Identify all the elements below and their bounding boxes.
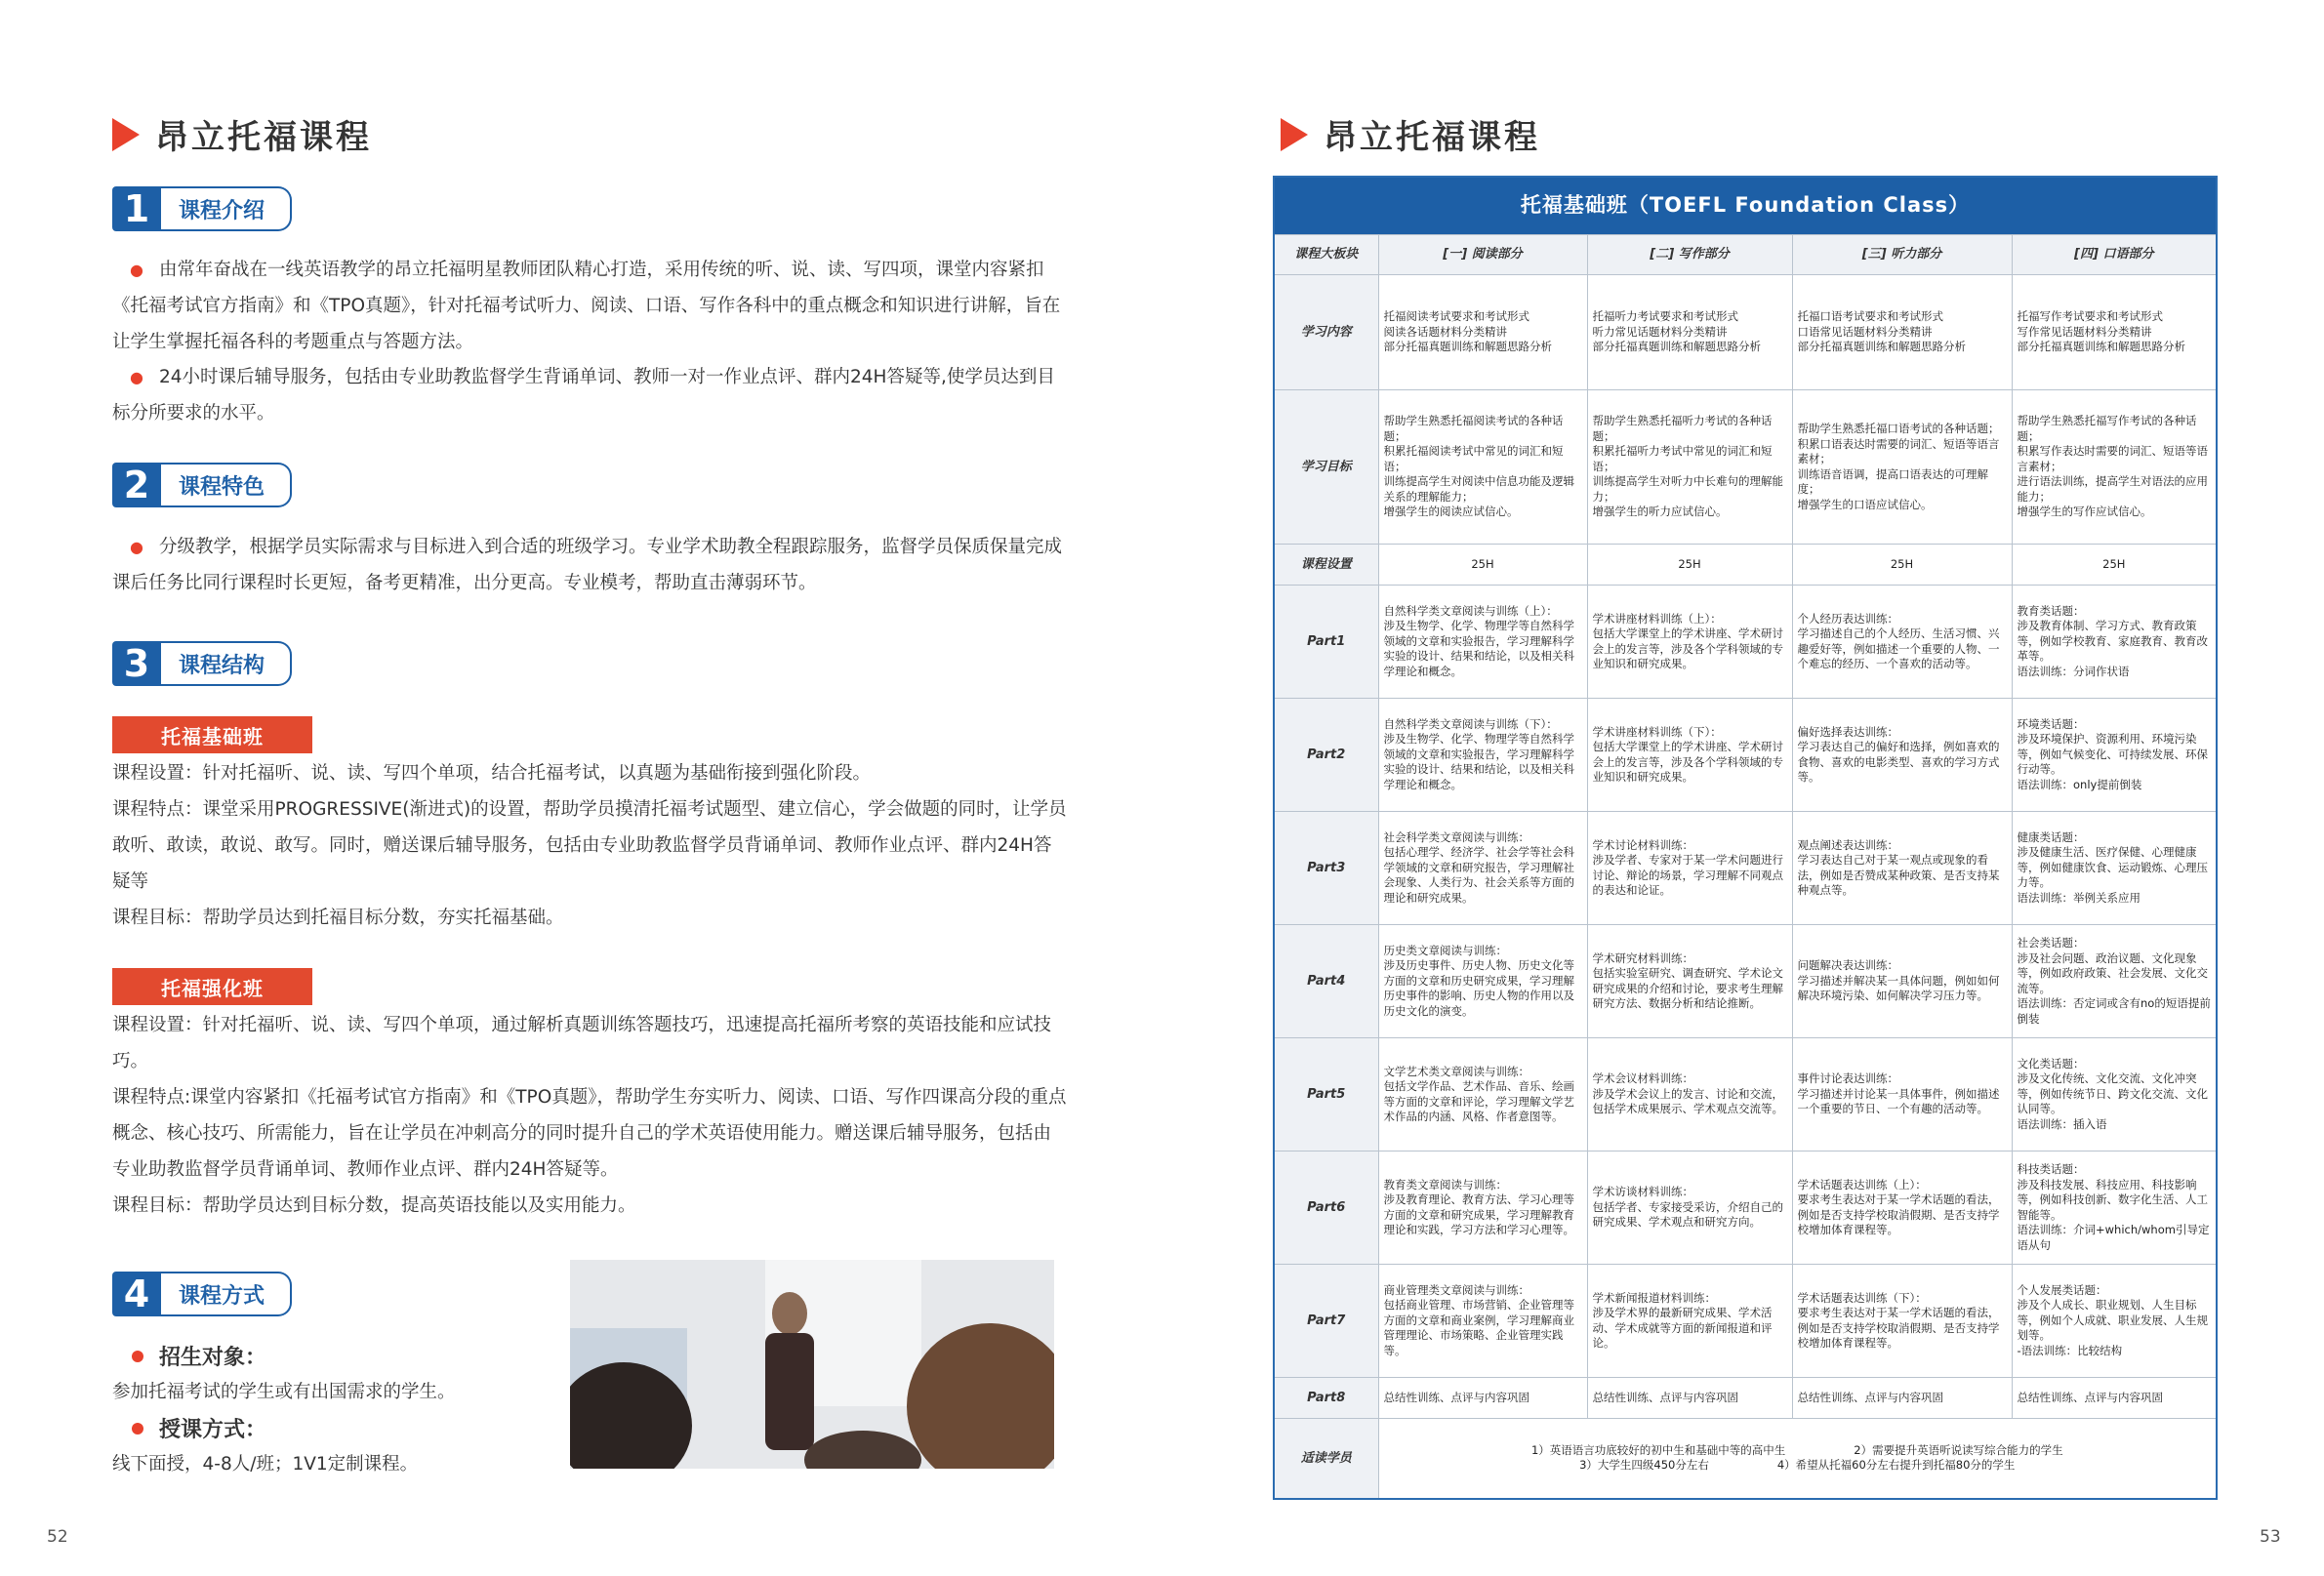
table-cell: 个人经历表达训练： 学习描述自己的个人经历、生活习惯、兴趣爱好等，例如描述一个重要的人物、一个难忘的经历、一个喜欢的活动等。 (1792, 586, 2012, 699)
intro-paragraph-2: ● 24小时课后辅导服务，包括由专业助教监督学生背诵单词、教师一对一作业点评、群内24H答疑等,使学员达到目标分所要求的水平。 (112, 367, 1055, 424)
row-header: 学习目标 (1274, 390, 1378, 545)
bullet-dot-icon: ● (130, 261, 143, 279)
triangle-arrow-icon (112, 118, 140, 151)
table-cell: 25H (1587, 545, 1792, 586)
header-cell: [三] 听力部分 (1792, 235, 2012, 275)
table-cell: 托福写作考试要求和考试形式 写作常见话题材料分类精讲 部分托福真题训练和解题思路分析 (2012, 275, 2217, 390)
left-page-number: 52 (47, 1527, 68, 1547)
intensive-class-text: 课程设置：针对托福听、说、读、写四个单项，通过解析真题训练答题技巧，迅速提高托福所考察的英语技能和应试技巧。 课程特点:课堂内容紧扣《托福考试官方指南》和《TPO真题》，帮助学生夯实听力、阅读、口语、写作四课高分段的重点概念、核心技巧、所需能力，旨在让学员在冲刺高分的同时提升自己的学术英语使用能力。赠送课后辅导服务，包括由专业助教监督学员背诵单词、教师作业点评、群内24H答疑等。 课程目标：帮助学员达到目标分数，提高英语技能以及实用能力。 (112, 1015, 1067, 1216)
table-cell: 总结性训练、点评与内容巩固 (1587, 1378, 1792, 1419)
section-number: 3 (112, 641, 161, 686)
section-number: 2 (112, 463, 161, 507)
table-header-row (1274, 235, 2217, 275)
section-1-header (112, 186, 292, 231)
table-cell: 事件讨论表达训练： 学习描述并讨论某一具体事件，例如描述一个重要的节日、一个有趣的活动等。 (1792, 1038, 2012, 1152)
table-row (1274, 1378, 2217, 1419)
bullet-dot-icon (132, 1423, 143, 1435)
right-page-title (1281, 110, 1540, 158)
row-header: Part2 (1274, 699, 1378, 812)
table-row (1274, 1038, 2217, 1152)
teaching-mode-text: 线下面授，4-8人/班；1V1定制课程。 (112, 1454, 419, 1475)
table-cell: 25H (1792, 545, 2012, 586)
table-cell: 帮助学生熟悉托福口语考试的各种话题； 积累口语表达时需要的词汇、短语等语言素材； 训练语音语调，提高口语表达的可理解度； 增强学生的口语应试信心。 (1792, 390, 2012, 545)
row-header: Part8 (1274, 1378, 1378, 1419)
table-cell: 文学艺术类文章阅读与训练： 包括文学作品、艺术作品、音乐、绘画等方面的文章和评论，学习理解文学艺术作品的内涵、风格、作者意图等。 (1378, 1038, 1587, 1152)
table-cell: 学术新闻报道材料训练： 涉及学术界的最新研究成果、学术活动、学术成就等方面的新闻报道和评论。 (1587, 1265, 1792, 1378)
foundation-class-tag: 托福基础班 (112, 716, 312, 753)
table-cell: 学术讲座材料训练（下）： 包括大学课堂上的学术讲座、学术研讨会上的发言等，涉及各个学科领域的专业知识和研究成果。 (1587, 699, 1792, 812)
table-cell: 总结性训练、点评与内容巩固 (1378, 1378, 1587, 1419)
bullet-dot-icon: ● (130, 538, 143, 556)
table-cell: 总结性训练、点评与内容巩固 (1792, 1378, 2012, 1419)
table-cell: 偏好选择表达训练： 学习表达自己的偏好和选择，例如喜欢的食物、喜欢的电影类型、喜欢的学习方式等。 (1792, 699, 2012, 812)
row-header: 适读学员 (1274, 1419, 1378, 1499)
table-cell: 教育类文章阅读与训练： 涉及教育理论、教育方法、学习心理等方面的文章和研究成果，学习理解教育理论和实践，学习方法和学习心理等。 (1378, 1152, 1587, 1265)
table-cell: 自然科学类文章阅读与训练（上）： 涉及生物学、化学、物理学等自然科学领域的文章和实验报告，学习理解科学实验的设计、结果和结论，以及相关科学理论和概念。 (1378, 586, 1587, 699)
row-header: 课程设置 (1274, 545, 1378, 586)
header-cell: [四] 口语部分 (2012, 235, 2217, 275)
table-row (1274, 390, 2217, 545)
foundation-class-text: 课程设置：针对托福听、说、读、写四个单项，结合托福考试，以真题为基础衔接到强化阶段。 课程特点：课堂采用PROGRESSIVE(渐进式)的设置，帮助学员摸清托福考试题型、建立信心，学会做题的同时，让学员敢听、敢读，敢说、敢写。同时，赠送课后辅导服务，包括由专业助教监督学员背诵单词、教师作业点评、群内24H答疑等 课程目标：帮助学员达到托福目标分数，夯实托福基础。 (112, 763, 1067, 928)
row-header: 学习内容 (1274, 275, 1378, 390)
table-cell: 环境类话题： 涉及环境保护、资源利用、环境污染等，例如气候变化、可持续发展、环保行动等。 语法训练：only提前倒装 (2012, 699, 2217, 812)
table-cell: 25H (1378, 545, 1587, 586)
teaching-mode-heading: 授课方式： (132, 1413, 266, 1443)
table-cell: 商业管理类文章阅读与训练： 包括商业管理、市场营销、企业管理等方面的文章和商业案例，学习理解商业管理理论、市场策略、企业管理实践等。 (1378, 1265, 1587, 1378)
right-page-number: 53 (2260, 1527, 2281, 1547)
table-cell: 个人发展类话题： 涉及个人成长、职业规划、人生目标等，例如个人成就、职业发展、人生规划等。 -语法训练：比较结构 (2012, 1265, 2217, 1378)
suitable-students-row (1274, 1419, 2217, 1499)
classroom-photo (570, 1260, 1054, 1469)
table-cell: 问题解决表达训练： 学习描述并解决某一具体问题，例如如何解决环境污染、如何解决学习压力等。 (1792, 925, 2012, 1038)
right-title-text: 昂立托福课程 (1324, 118, 1540, 157)
table-cell: 学术讨论材料训练： 涉及学者、专家对于某一学术问题进行讨论、辩论的场景，学习理解不同观点的表达和论证。 (1587, 812, 1792, 925)
section-number: 4 (112, 1272, 161, 1316)
table-cell: 学术话题表达训练（上）： 要求考生表达对于某一学术话题的看法，例如是否支持学校取消假期、是否支持学校增加体育课程等。 (1792, 1152, 2012, 1265)
enrollment-target-heading: 招生对象： (132, 1341, 266, 1371)
left-page-title (112, 110, 372, 158)
header-cell: 课程大板块 (1274, 235, 1378, 275)
table-cell: 总结性训练、点评与内容巩固 (2012, 1378, 2217, 1419)
table-cell: 25H (2012, 545, 2217, 586)
section-label: 课程方式 (161, 1272, 292, 1316)
table-cell: 社会类话题： 涉及社会问题、政治议题、文化现象等，例如政府政策、社会发展、文化交流等。 语法训练：否定词或含有no的短语提前倒装 (2012, 925, 2217, 1038)
feature-paragraph: ● 分级教学，根据学员实际需求与目标进入到合适的班级学习。专业学术助教全程跟踪服务，监督学员保质保量完成课后任务比同行课程时长更短，备考更精准，出分更高。专业模考，帮助直击薄弱环节。 (112, 537, 1062, 593)
table-row (1274, 275, 2217, 390)
bullet-dot-icon (132, 1351, 143, 1362)
section-4-header (112, 1272, 292, 1316)
table-cell: 托福口语考试要求和考试形式 口语常见话题材料分类精讲 部分托福真题训练和解题思路分析 (1792, 275, 2012, 390)
course-table (1273, 176, 2218, 1500)
classroom-photo-illustration (570, 1260, 1054, 1469)
section-label: 课程特色 (161, 463, 292, 507)
row-header: Part1 (1274, 586, 1378, 699)
section-label: 课程介绍 (161, 186, 292, 231)
table-cell: 学术研究材料训练： 包括实验室研究、调查研究、学术论文研究成果的介绍和讨论，要求考生理解研究方法、数据分析和结论推断。 (1587, 925, 1792, 1038)
table-cell: 帮助学生熟悉托福写作考试的各种话题； 积累写作表达时需要的词汇、短语等语言素材； 进行语法训练，提高学生对语法的应用能力； 增强学生的写作应试信心。 (2012, 390, 2217, 545)
intro-paragraph-1: ● 由常年奋战在一线英语教学的昂立托福明星教师团队精心打造，采用传统的听、说、读、写四项，课堂内容紧扣《托福考试官方指南》和《TPO真题》，针对托福考试听力、阅读、口语、写作各科中的重点概念和知识进行讲解，旨在让学生掌握托福各科的考题重点与答题方法。 (112, 260, 1061, 352)
table-caption-row (1274, 177, 2217, 235)
left-title-text: 昂立托福课程 (155, 118, 372, 157)
bullet-dot-icon: ● (130, 368, 143, 386)
table-cell: 健康类话题： 涉及健康生活、医疗保健、心理健康等，例如健康饮食、运动锻炼、心理压力等。 语法训练：举例关系应用 (2012, 812, 2217, 925)
table-cell: 学术会议材料训练： 涉及学术会议上的发言、讨论和交流，包括学术成果展示、学术观点交流等。 (1587, 1038, 1792, 1152)
table-row (1274, 545, 2217, 586)
enrollment-target-text: 参加托福考试的学生或有出国需求的学生。 (112, 1382, 456, 1402)
table-row (1274, 586, 2217, 699)
table-cell: 文化类话题： 涉及文化传统、文化交流、文化冲突等，例如传统节日、跨文化交流、文化认同等。 语法训练：插入语 (2012, 1038, 2217, 1152)
suitable-students-cell: 1）英语语言功底较好的初中生和基础中等的高中生 2）需要提升英语听说读写综合能力的学生 3）大学生四级450分左右 4）希望从托福60分左右提升到托福80分的学生 (1378, 1419, 2217, 1499)
table-cell: 学术话题表达训练（下）： 要求考生表达对于某一学术话题的看法，例如是否支持学校取消假期、是否支持学校增加体育课程等。 (1792, 1265, 2012, 1378)
section-2-header (112, 463, 292, 507)
table-cell: 自然科学类文章阅读与训练（下）： 涉及生物学、化学、物理学等自然科学领域的文章和实验报告，学习理解科学实验的设计、结果和结论，以及相关科学理论和概念。 (1378, 699, 1587, 812)
table-cell: 社会科学类文章阅读与训练： 包括心理学、经济学、社会学等社会科学领域的文章和研究报告，学习理解社会现象、人类行为、社会关系等方面的理论和研究成果。 (1378, 812, 1587, 925)
table-title: 托福基础班（TOEFL Foundation Class） (1274, 177, 2217, 235)
section-3-header (112, 641, 292, 686)
table-cell: 学术讲座材料训练（上）： 包括大学课堂上的学术讲座、学术研讨会上的发言等，涉及各个学科领域的专业知识和研究成果。 (1587, 586, 1792, 699)
table-row (1274, 699, 2217, 812)
table-cell: 科技类话题： 涉及科技发展、科技应用、科技影响等，例如科技创新、数字化生活、人工智能等。 语法训练：介词+which/whom引导定语从句 (2012, 1152, 2217, 1265)
table-row (1274, 812, 2217, 925)
table-row (1274, 925, 2217, 1038)
table-row (1274, 1265, 2217, 1378)
table-cell: 教育类话题： 涉及教育体制、学习方式、教育政策等，例如学校教育、家庭教育、教育改革等。 语法训练：分词作状语 (2012, 586, 2217, 699)
section-label: 课程结构 (161, 641, 292, 686)
intensive-class-tag: 托福强化班 (112, 968, 312, 1005)
header-cell: [一] 阅读部分 (1378, 235, 1587, 275)
table-cell: 历史类文章阅读与训练： 涉及历史事件、历史人物、历史文化等方面的文章和历史研究成果，学习理解历史事件的影响、历史人物的作用以及历史文化的演变。 (1378, 925, 1587, 1038)
triangle-arrow-icon (1281, 118, 1308, 151)
table-cell: 托福听力考试要求和考试形式 听力常见话题材料分类精讲 部分托福真题训练和解题思路分析 (1587, 275, 1792, 390)
table-cell: 观点阐述表达训练： 学习表达自己对于某一观点或现象的看法，例如是否赞成某种政策、是否支持某种观点等。 (1792, 812, 2012, 925)
header-cell: [二] 写作部分 (1587, 235, 1792, 275)
row-header: Part6 (1274, 1152, 1378, 1265)
table-cell: 托福阅读考试要求和考试形式 阅读各话题材料分类精讲 部分托福真题训练和解题思路分析 (1378, 275, 1587, 390)
section-number: 1 (112, 186, 161, 231)
table-cell: 学术访谈材料训练： 包括学者、专家接受采访，介绍自己的研究成果、学术观点和研究方向。 (1587, 1152, 1792, 1265)
table-row (1274, 1152, 2217, 1265)
table-cell: 帮助学生熟悉托福听力考试的各种话题； 积累托福听力考试中常见的词汇和短语； 训练提高学生对听力中长难句的理解能力； 增强学生的听力应试信心。 (1587, 390, 1792, 545)
row-header: Part7 (1274, 1265, 1378, 1378)
row-header: Part4 (1274, 925, 1378, 1038)
table-cell: 帮助学生熟悉托福阅读考试的各种话题； 积累托福阅读考试中常见的词汇和短语； 训练提高学生对阅读中信息功能及逻辑关系的理解能力； 增强学生的阅读应试信心。 (1378, 390, 1587, 545)
row-header: Part5 (1274, 1038, 1378, 1152)
row-header: Part3 (1274, 812, 1378, 925)
